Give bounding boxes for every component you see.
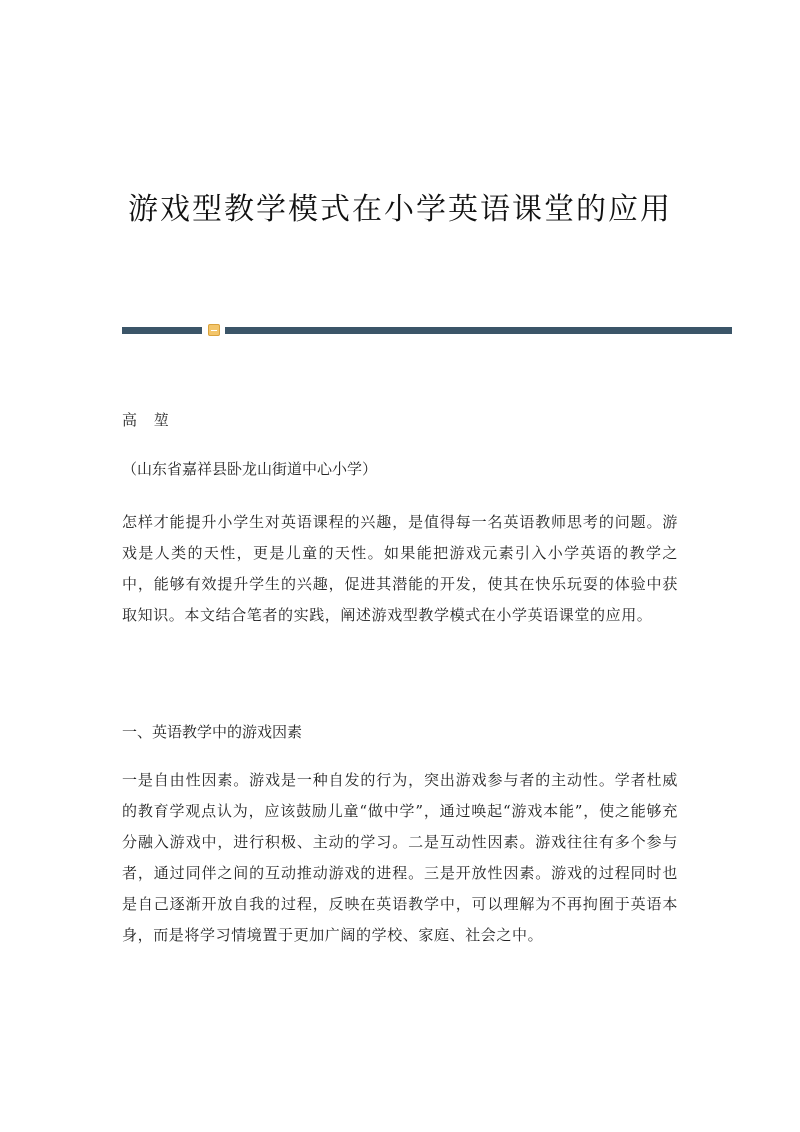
document-title: 游戏型教学模式在小学英语课堂的应用: [128, 192, 672, 227]
badge-icon: [208, 324, 220, 336]
author-name: 高 堃: [122, 411, 175, 429]
section-heading: 一、英语教学中的游戏因素: [122, 723, 303, 741]
divider-bar-right: [225, 327, 732, 334]
divider-bar-left: [122, 327, 202, 334]
author-affiliation: （山东省嘉祥县卧龙山街道中心小学）: [122, 460, 378, 478]
abstract-paragraph: 怎样才能提升小学生对英语课程的兴趣，是值得每一名英语教师思考的问题。游戏是人类的天性，更是儿童的天性。如果能把游戏元素引入小学英语的教学之中，能够有效提升学生的兴趣，促进其潜能的开发，使其在快乐玩耍的体验中获取知识。本文结合笔者的实践，阐述游戏型教学模式在小学英语课堂的应用。: [122, 513, 678, 624]
section-paragraph: 一是自由性因素。游戏是一种自发的行为，突出游戏参与者的主动性。学者杜威的教育学观点认为，应该鼓励儿童“做中学”，通过唤起“游戏本能”，使之能够充分融入游戏中，进行积极、主动的学习。二是互动性因素。游戏往往有多个参与者，通过同伴之间的互动推动游戏的进程。三是开放性因素。游戏的过程同时也是自己逐渐开放自我的过程，反映在英语教学中，可以理解为不再拘囿于英语本身，而是将学习情境置于更加广阔的学校、家庭、社会之中。: [122, 771, 678, 944]
title-divider: [122, 327, 732, 334]
